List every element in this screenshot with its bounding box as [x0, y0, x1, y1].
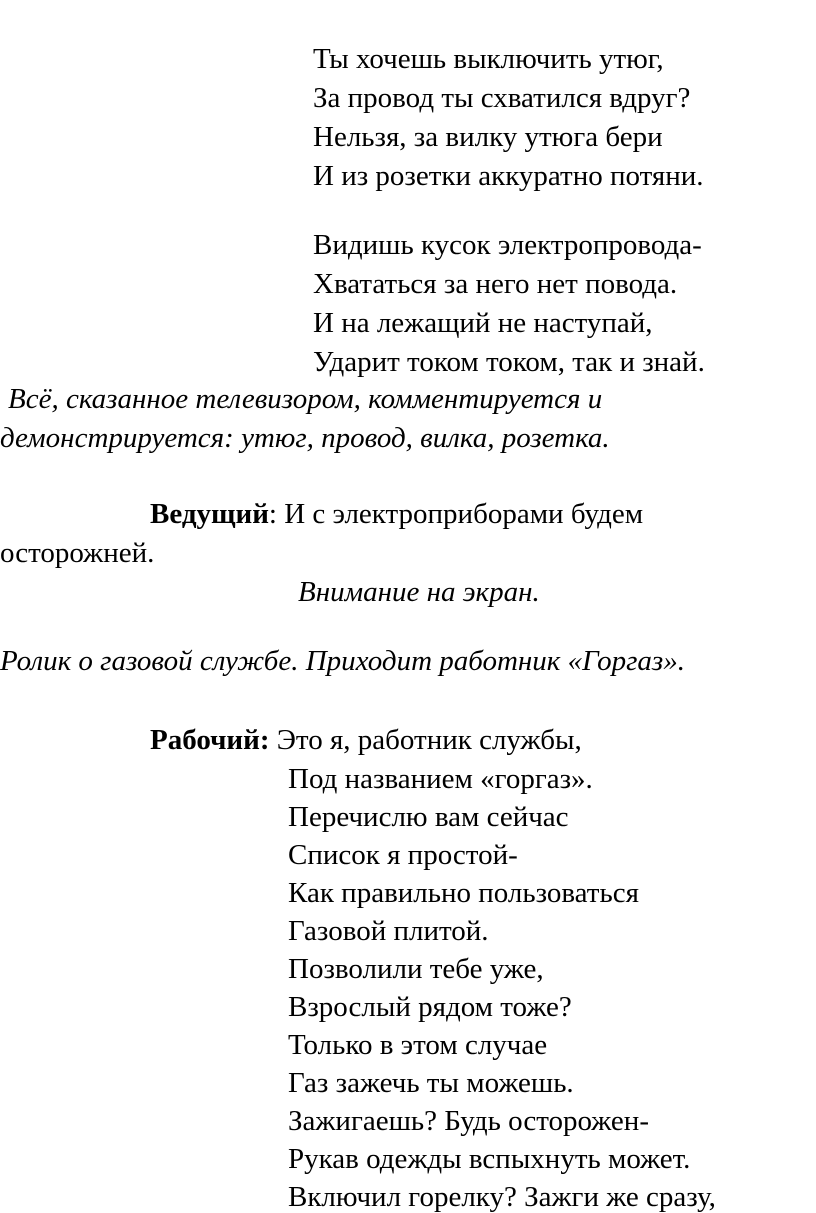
host-line	[150, 500, 643, 529]
worker-verse-line: Включил горелку? Зажги же сразу,	[288, 1181, 716, 1213]
verse-line: Видишь кусок электропровода-	[313, 229, 702, 261]
worker-line	[150, 726, 582, 755]
host-line-continued: осторожней.	[0, 537, 155, 569]
worker-verse-line: Только в этом случае	[288, 1029, 548, 1061]
stage-direction: Ролик о газовой службе. Приходит работник «Горгаз».	[0, 645, 685, 677]
verse-line: И на лежащий не наступай,	[313, 307, 653, 339]
verse-line: За провод ты схватился вдруг?	[313, 82, 691, 114]
worker-verse-line: Позволили тебе уже,	[288, 953, 544, 985]
verse-line: Ты хочешь выключить утюг,	[313, 43, 664, 75]
worker-verse-line: Как правильно пользоваться	[288, 877, 639, 909]
verse-line: И из розетки аккуратно потяни.	[313, 160, 704, 192]
worker-verse-line: Под названием «горгаз».	[288, 763, 593, 795]
worker-line-text: Это я, работник службы,	[269, 724, 582, 756]
worker-verse-line: Зажигаешь? Будь осторожен-	[288, 1105, 649, 1137]
stage-direction: Всё, сказанное телевизором, комментируется и	[8, 383, 603, 415]
worker-verse-line: Газ зажечь ты можешь.	[288, 1067, 574, 1099]
host-line-text: : И с электроприборами будем	[268, 498, 644, 530]
worker-verse-line: Список я простой-	[288, 839, 518, 871]
speaker-name: Ведущий	[150, 498, 269, 530]
worker-verse-line: Взрослый рядом тоже?	[288, 991, 572, 1023]
worker-verse-line: Перечислю вам сейчас	[288, 801, 569, 833]
verse-line: Ударит током током, так и знай.	[313, 346, 705, 378]
verse-line: Хвататься за него нет повода.	[313, 268, 678, 300]
worker-verse-line: Газовой плитой.	[288, 915, 489, 947]
host-line-screen: Внимание на экран.	[298, 576, 540, 608]
speaker-name: Рабочий:	[150, 724, 270, 756]
stage-direction: демонстрируется: утюг, провод, вилка, розетка.	[0, 422, 610, 454]
worker-verse-line: Рукав одежды вспыхнуть может.	[288, 1143, 691, 1175]
verse-line: Нельзя, за вилку утюга бери	[313, 121, 663, 153]
